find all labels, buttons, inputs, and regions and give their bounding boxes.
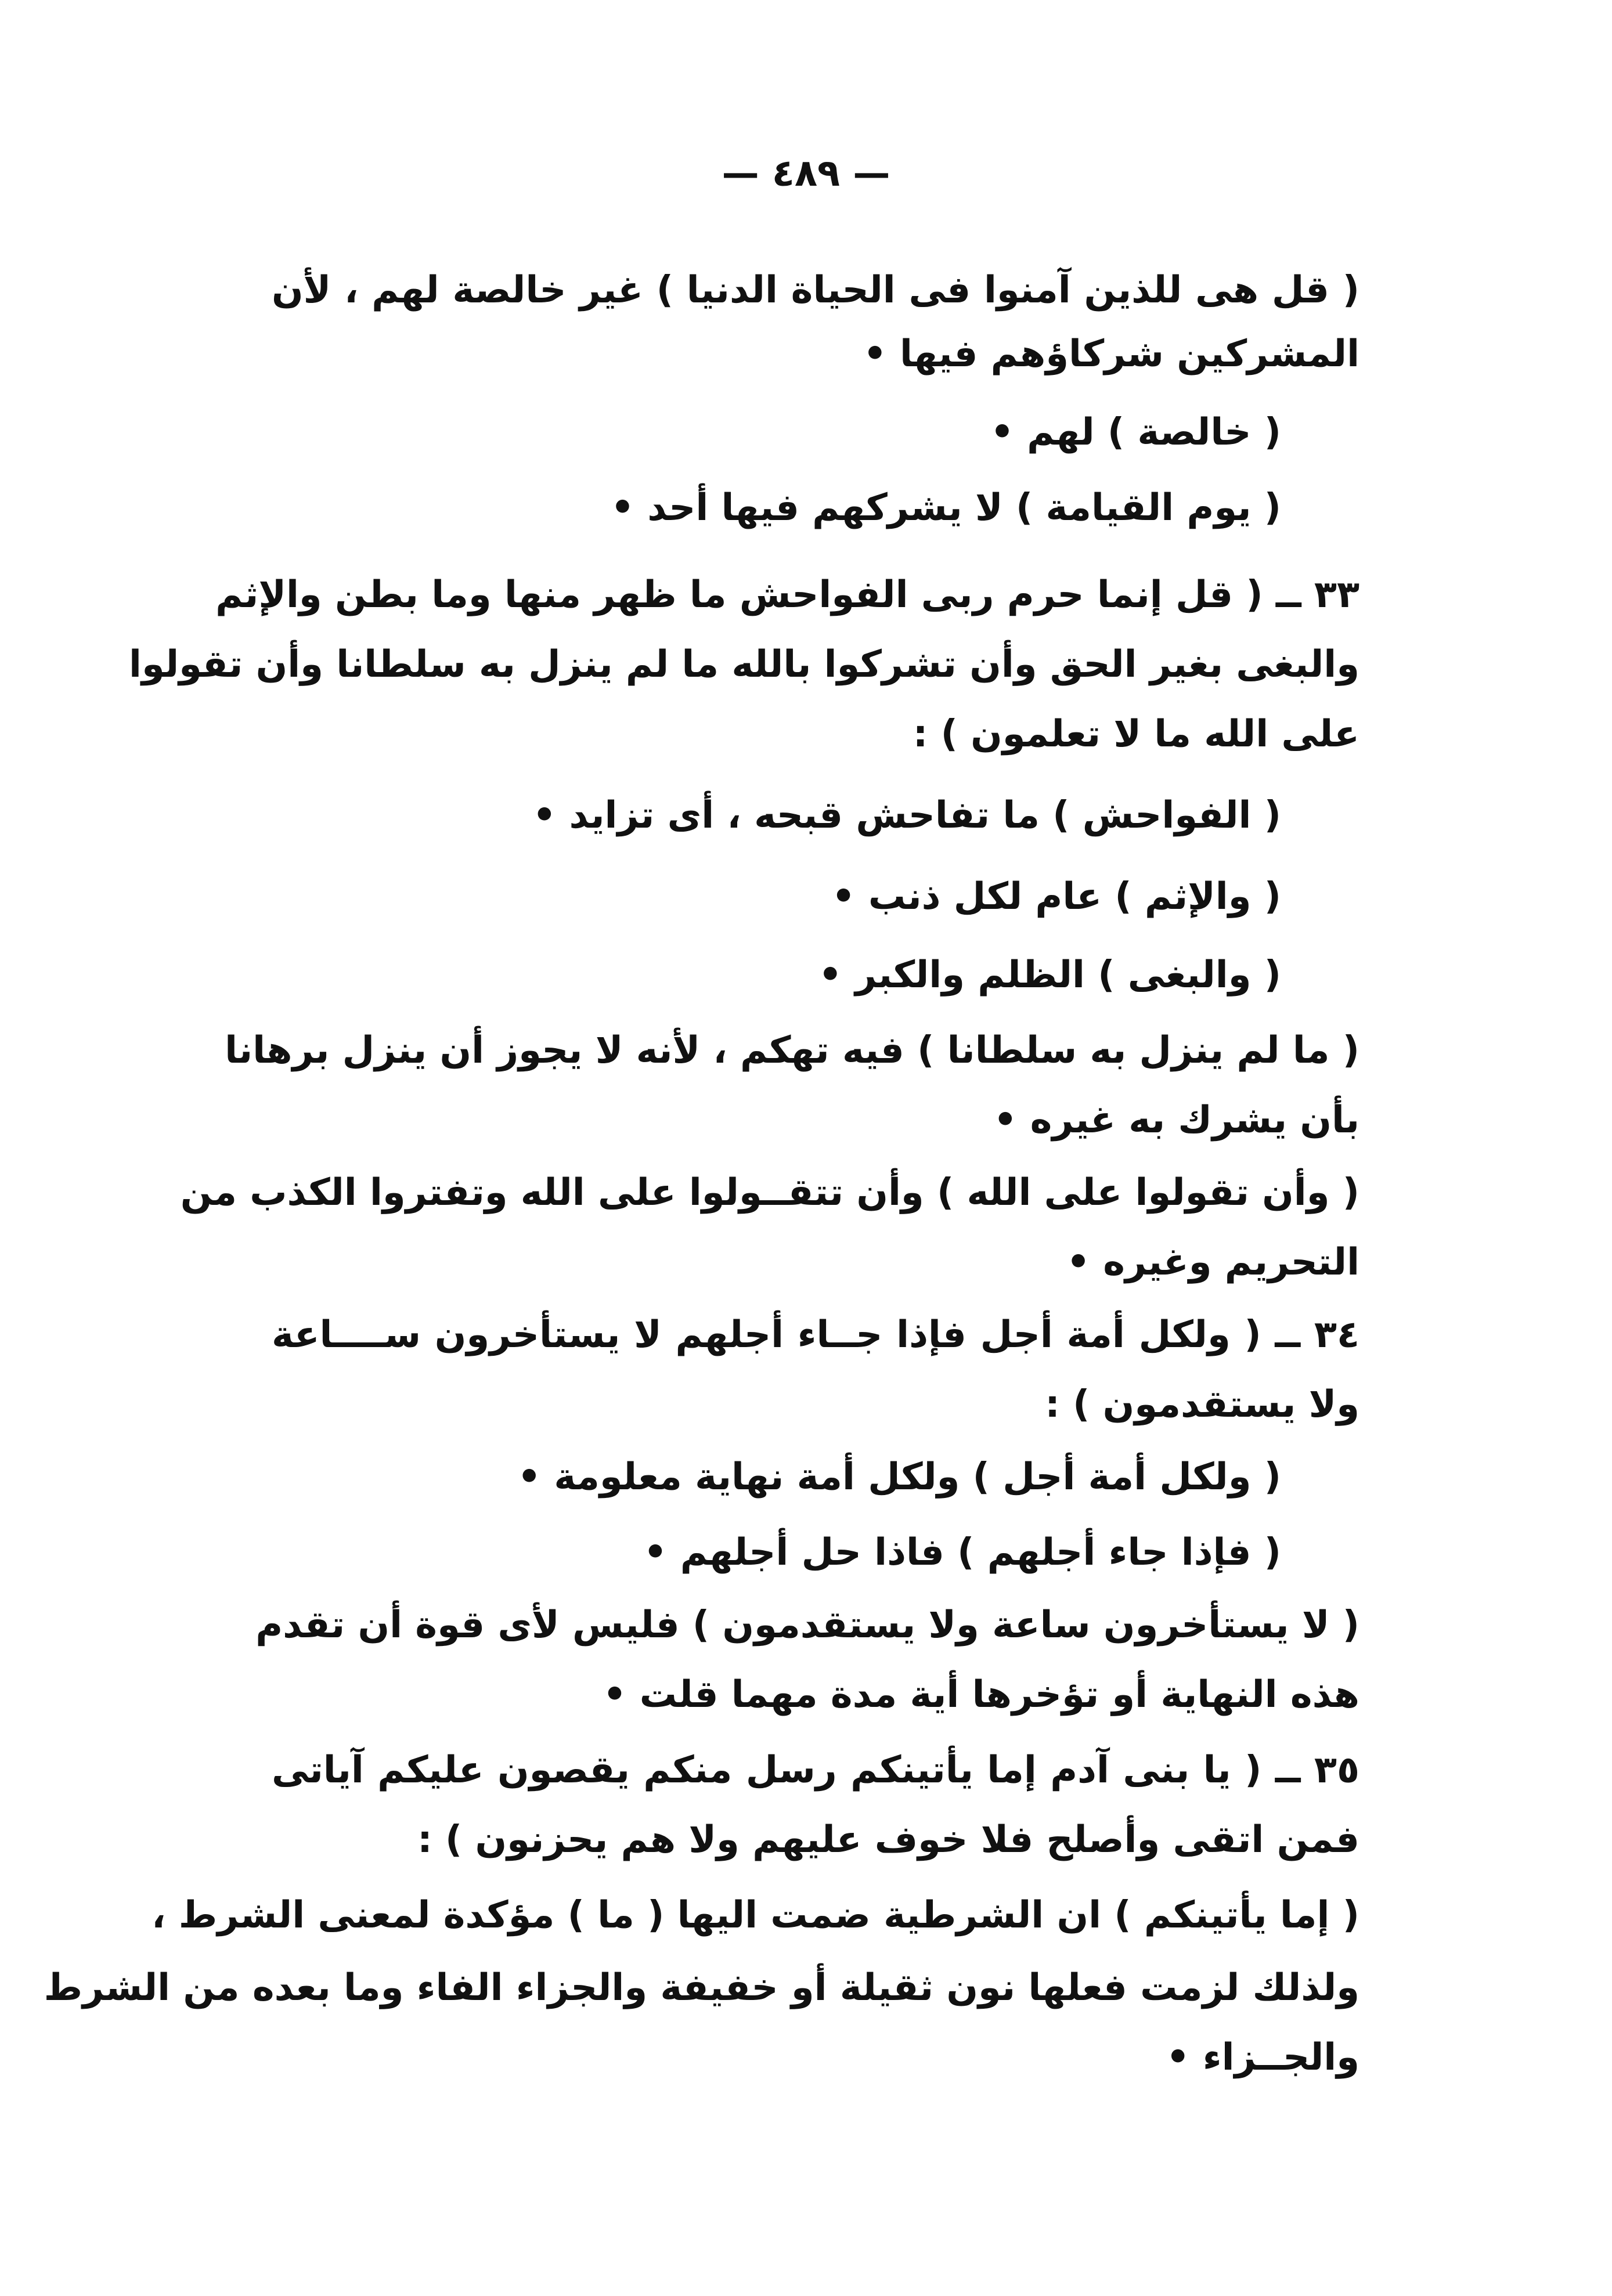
text-line: ( خالصة ) لهم • [990, 411, 1281, 454]
text-line: فمن اتقى وأصلح فلا خوف عليهم ولا هم يحزنون ) : [417, 1818, 1359, 1861]
text-line: والبغى بغير الحق وأن تشركوا بالله ما لم ينزل به سلطانا وأن تقولوا [129, 643, 1359, 686]
text-line: ( والبغى ) الظلم والكبر • [818, 954, 1281, 997]
text-line: ٣٤ ــ ( ولكل أمة أجل فإذا جــاء أجلهم لا يستأخرون ســــاعة [272, 1313, 1359, 1356]
text-line: ( إما يأتينكم ) ان الشرطية ضمت اليها ( ما ) مؤكدة لمعنى الشرط ، [152, 1894, 1359, 1937]
text-line: التحريم وغيره • [1066, 1241, 1359, 1284]
text-line: المشركين شركاؤهم فيها • [863, 333, 1359, 376]
text-line: ( والإثم ) عام لكل ذنب • [831, 875, 1281, 918]
text-line: ( وأن تقولوا على الله ) وأن تتقــولوا على الله وتفتروا الكذب من [180, 1171, 1359, 1214]
text-line: ( ولكل أمة أجل ) ولكل أمة نهاية معلومة • [517, 1456, 1281, 1499]
text-line: بأن يشرك به غيره • [993, 1099, 1359, 1142]
text-line: ٣٥ ــ ( يا بنى آدم إما يأتينكم رسل منكم يقصون عليكم آياتى [272, 1749, 1359, 1792]
text-line: ( الفواحش ) ما تفاحش قبحه ، أى تزايد • [532, 794, 1281, 837]
text-line: ولا يستقدمون ) : [1045, 1383, 1359, 1426]
text-line: على الله ما لا تعلمون ) : [913, 713, 1359, 756]
text-line: ( قل هى للذين آمنوا فى الحياة الدنيا ) غير خالصة لهم ، لأن [272, 269, 1359, 312]
text-line: ( لا يستأخرون ساعة ولا يستقدمون ) فليس لأى قوة أن تقدم [255, 1604, 1359, 1647]
text-line: ولذلك لزمت فعلها نون ثقيلة أو خفيفة والجزاء الفاء وما بعده من الشرط [44, 1966, 1359, 2009]
page-number: — ٤٨٩ — [722, 152, 890, 195]
text-line: ( ما لم ينزل به سلطانا ) فيه تهكم ، لأنه لا يجوز أن ينزل برهانا [225, 1029, 1359, 1072]
text-line: والجــزاء • [1166, 2036, 1359, 2079]
text-line: ( يوم القيامة ) لا يشركهم فيها أحد • [611, 486, 1281, 529]
text-line: ٣٣ ــ ( قل إنما حرم ربى الفواحش ما ظهر منها وما بطن والإثم [215, 573, 1359, 616]
text-line: ( فإذا جاء أجلهم ) فاذا حل أجلهم • [643, 1531, 1281, 1574]
text-line: هذه النهاية أو تؤخرها أية مدة مهما قلت • [603, 1673, 1359, 1716]
